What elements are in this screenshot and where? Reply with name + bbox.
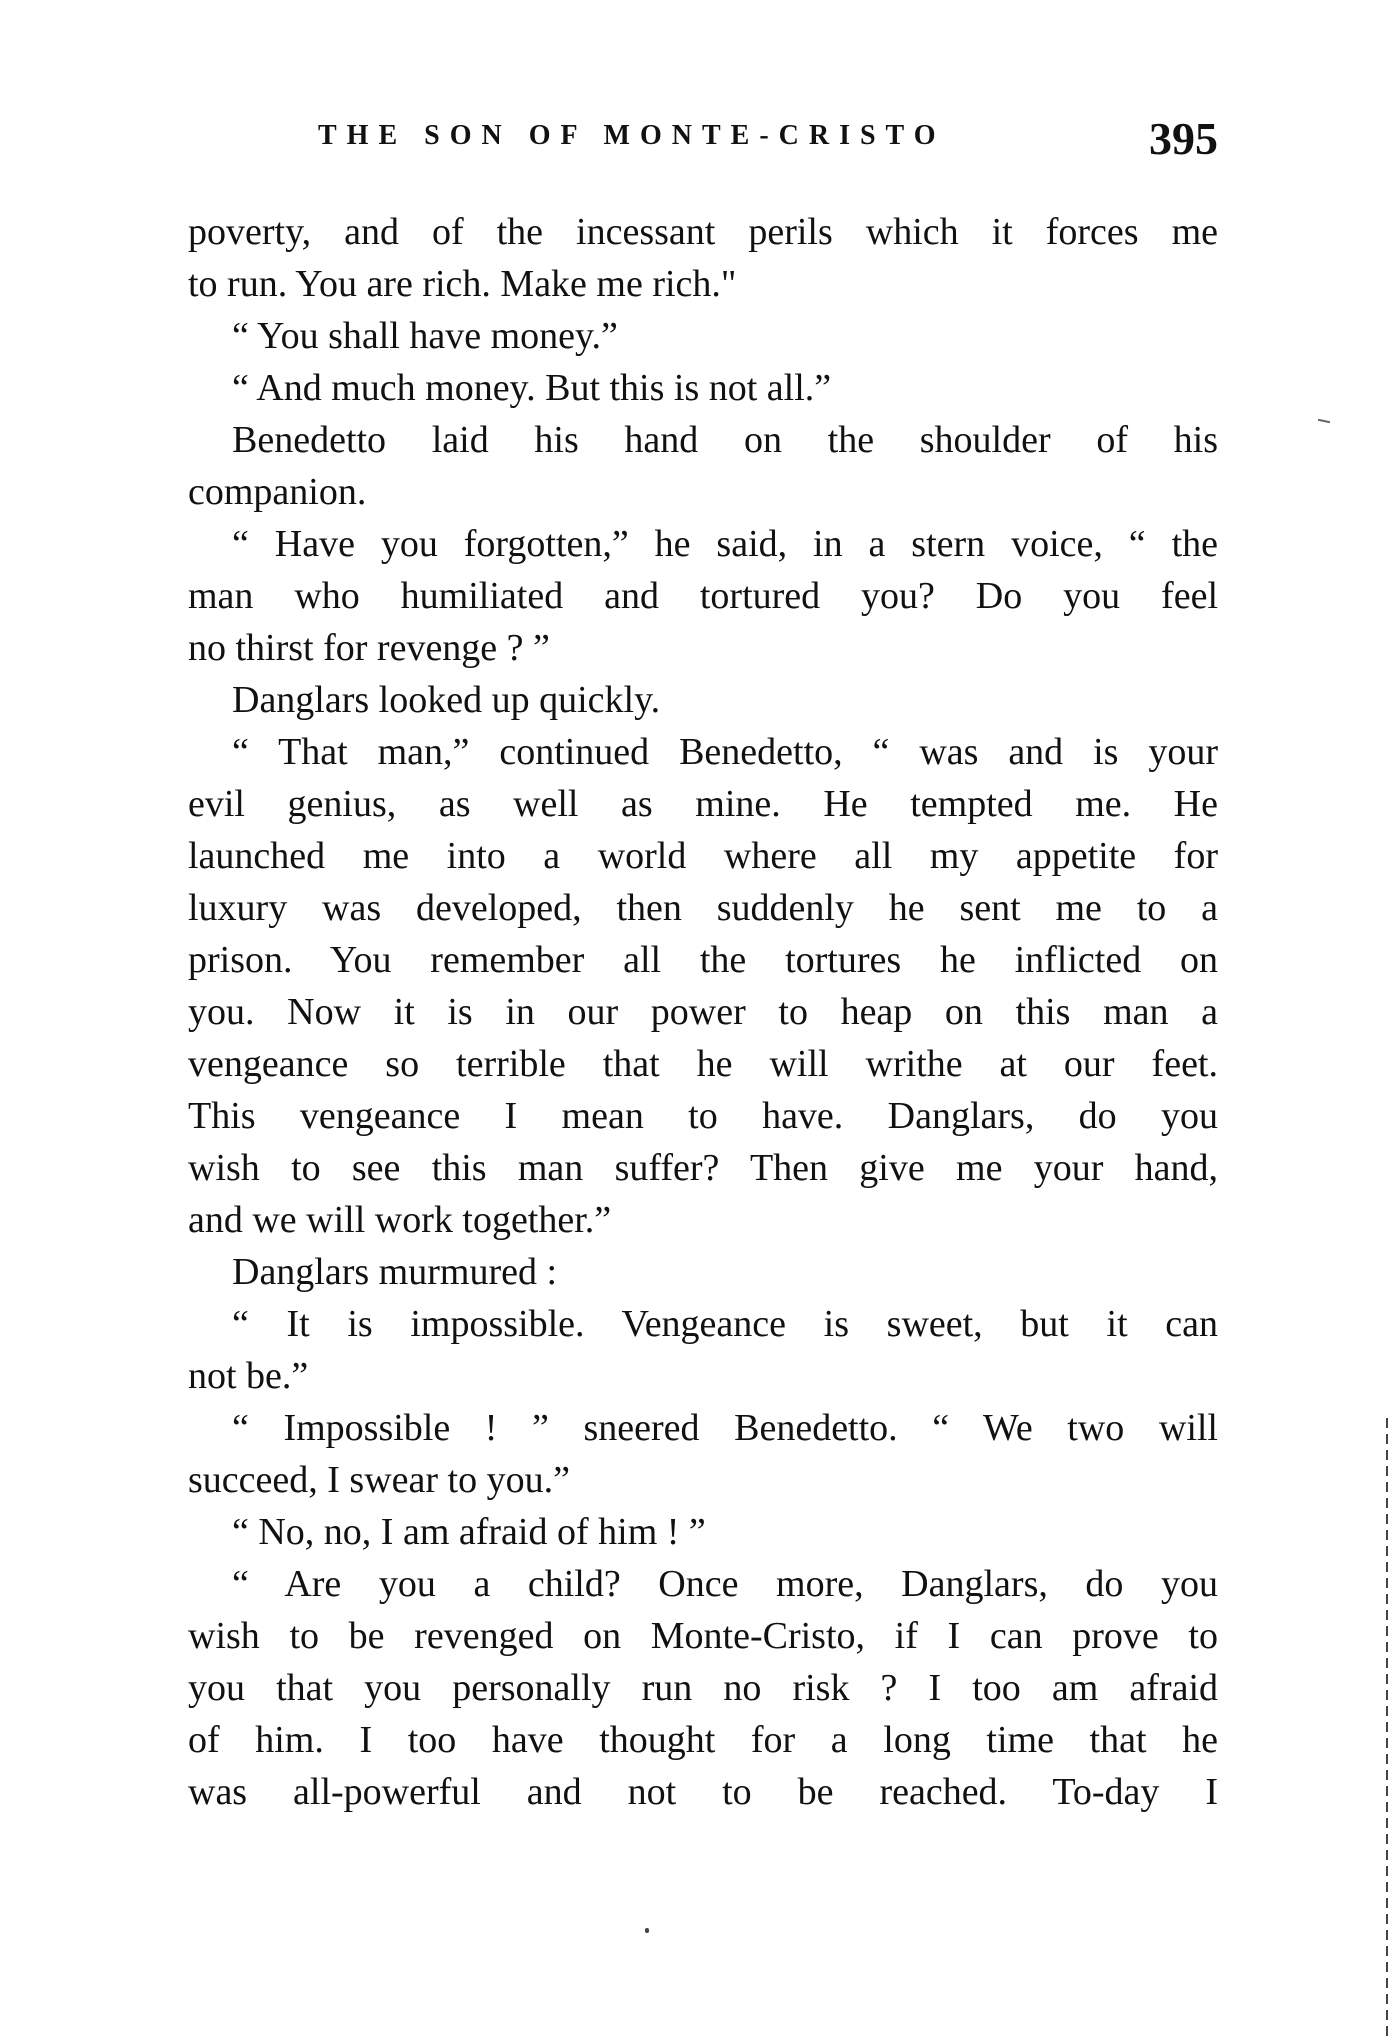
text-line: “ It is impossible. Vengeance is sweet, but it can	[232, 1303, 1218, 1345]
text-line: “ Have you forgotten,” he said, in a stern voice, “ the	[232, 523, 1218, 565]
page-edge-line	[1386, 1418, 1388, 2038]
text-line: prison. You remember all the tortures he inflicted on	[188, 939, 1218, 981]
running-head	[318, 112, 1218, 164]
running-title: THE SON OF MONTE-CRISTO	[318, 120, 946, 151]
text-line: not be.”	[188, 1355, 309, 1397]
text-line: you that you personally run no risk ? I too am afraid	[188, 1667, 1218, 1709]
body-text	[188, 206, 1218, 1818]
text-line: wish to see this man suffer? Then give me your hand,	[188, 1147, 1218, 1189]
text-line: “ Are you a child? Once more, Danglars, do you	[232, 1563, 1218, 1605]
page-number: 395	[1149, 113, 1218, 164]
text-line: This vengeance I mean to have. Danglars, do you	[188, 1095, 1218, 1137]
text-line: Danglars looked up quickly.	[232, 679, 661, 721]
text-line: companion.	[188, 471, 367, 513]
text-line: “ Impossible ! ” sneered Benedetto. “ We two will	[232, 1407, 1218, 1449]
text-line: succeed, I swear to you.”	[188, 1459, 570, 1501]
text-line: “ That man,” continued Benedetto, “ was and is your	[232, 731, 1218, 773]
text-line: to run. You are rich. Make me rich."	[188, 263, 737, 305]
margin-mark	[1318, 419, 1330, 423]
text-line: “ No, no, I am afraid of him ! ”	[232, 1511, 706, 1553]
ink-speck	[645, 1928, 649, 1933]
text-line: wish to be revenged on Monte-Cristo, if I can prove to	[188, 1615, 1218, 1657]
text-line: you. Now it is in our power to heap on this man a	[188, 991, 1218, 1033]
text-line: and we will work together.”	[188, 1199, 612, 1241]
text-line: was all-powerful and not to be reached. To-day I	[188, 1771, 1218, 1813]
text-line: luxury was developed, then suddenly he sent me to a	[188, 887, 1218, 929]
text-line: man who humiliated and tortured you? Do you feel	[188, 575, 1218, 617]
text-line: “ And much money. But this is not all.”	[232, 367, 832, 409]
text-line: “ You shall have money.”	[232, 315, 618, 357]
text-line: Danglars murmured :	[232, 1251, 558, 1293]
text-line: Benedetto laid his hand on the shoulder of his	[232, 419, 1218, 461]
text-line: of him. I too have thought for a long time that he	[188, 1719, 1218, 1761]
text-line: launched me into a world where all my appetite for	[188, 835, 1218, 877]
text-line: poverty, and of the incessant perils which it forces me	[188, 211, 1218, 253]
text-line: no thirst for revenge ? ”	[188, 627, 550, 669]
text-line: vengeance so terrible that he will writhe at our feet.	[188, 1043, 1218, 1085]
text-line: evil genius, as well as mine. He tempted me. He	[188, 783, 1218, 825]
